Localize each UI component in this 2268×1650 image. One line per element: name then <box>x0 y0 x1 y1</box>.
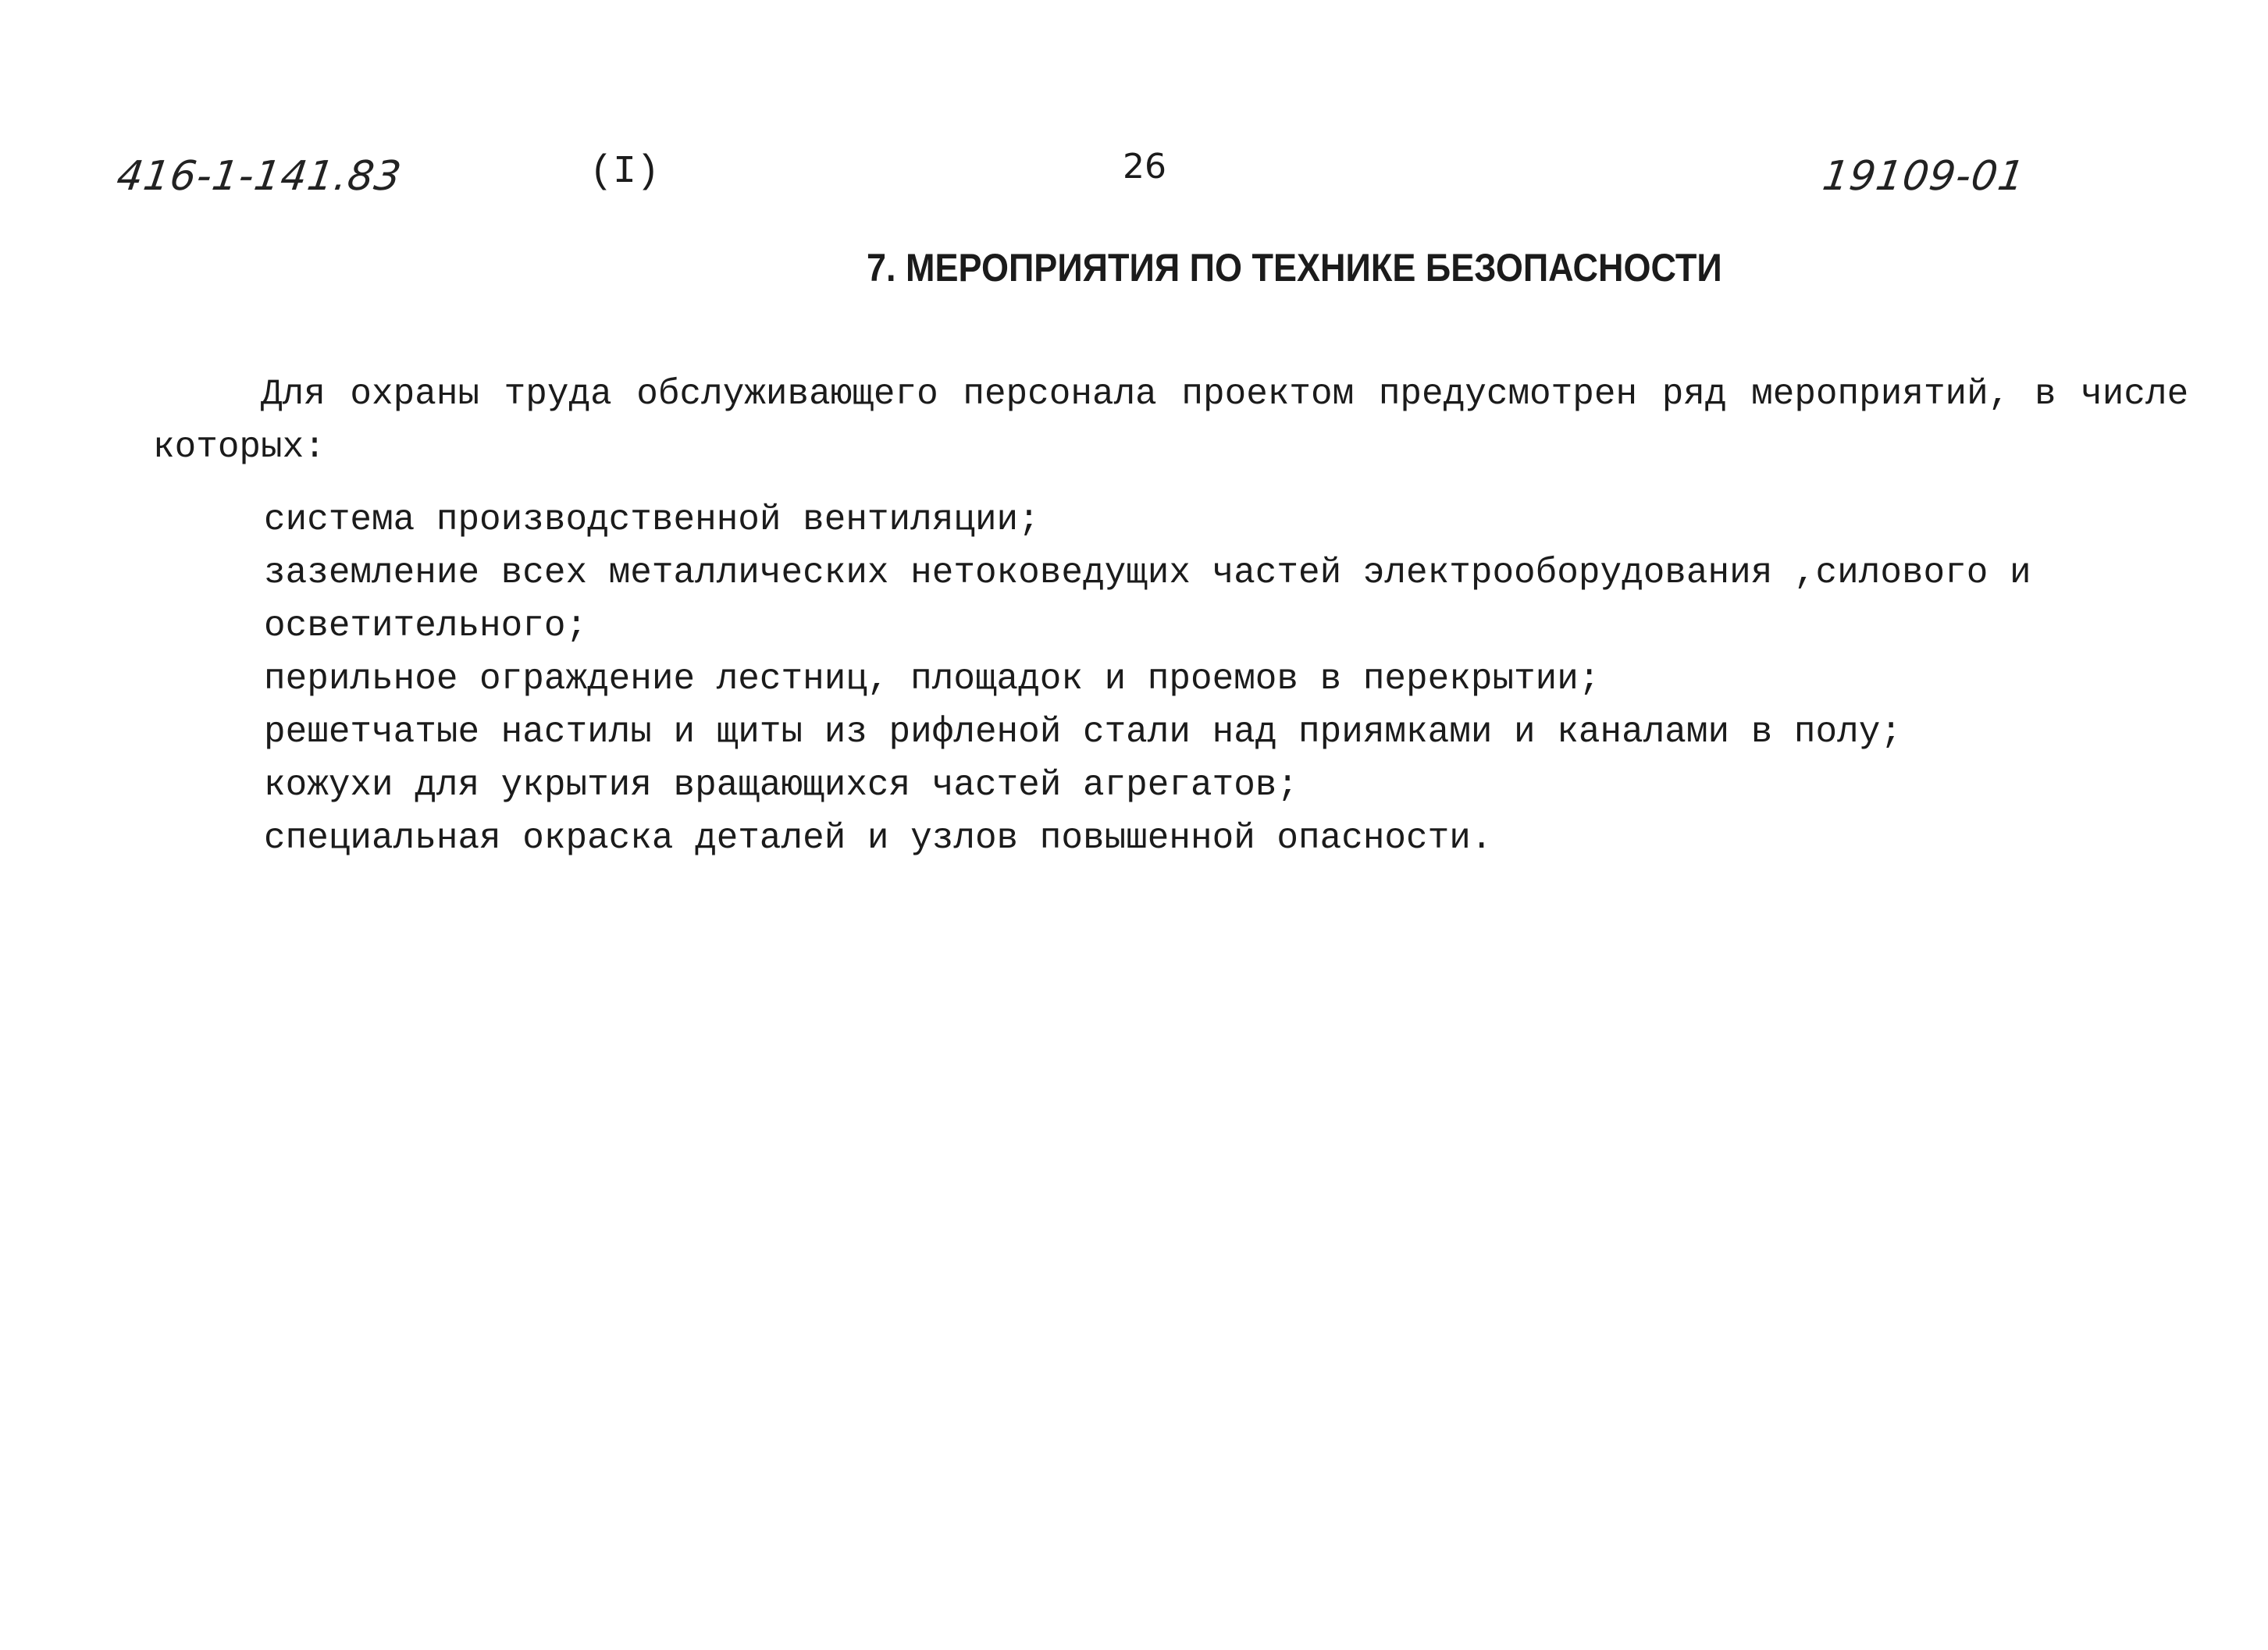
list-item: заземление всех металлических нетоковедущих частей электрооборудования ,силового и <box>264 553 2031 593</box>
section-title: 7. МЕРОПРИЯТИЯ ПО ТЕХНИКЕ БЕЗОПАСНОСТИ <box>867 246 1722 290</box>
page-number: 26 <box>1123 147 1166 187</box>
list-item: решетчатые настилы и щиты из рифленой стали над приямками и каналами в полу; <box>264 712 1902 752</box>
intro-paragraph-line-2: которых: <box>153 427 326 468</box>
list-item: перильное ограждение лестниц, площадок и проемов в перекрытии; <box>264 659 1600 699</box>
list-item: осветительного; <box>264 606 588 646</box>
list-item: кожухи для укрытия вращающихся частей агрегатов; <box>264 765 1299 805</box>
safety-measures-list <box>264 493 2031 865</box>
list-item: система производственной вентиляции; <box>264 500 1040 540</box>
document-code: 19109-01 <box>1819 153 2028 200</box>
intro-paragraph-line-1: Для охраны труда обслуживающего персонала проектом предусмотрен ряд мероприятий, в числе <box>261 374 2189 414</box>
sheet-number: 416-1-141.83 <box>113 153 405 200</box>
list-item: специальная окраска деталей и узлов повышенной опасности. <box>264 818 1493 859</box>
part-number: (I) <box>589 150 660 194</box>
